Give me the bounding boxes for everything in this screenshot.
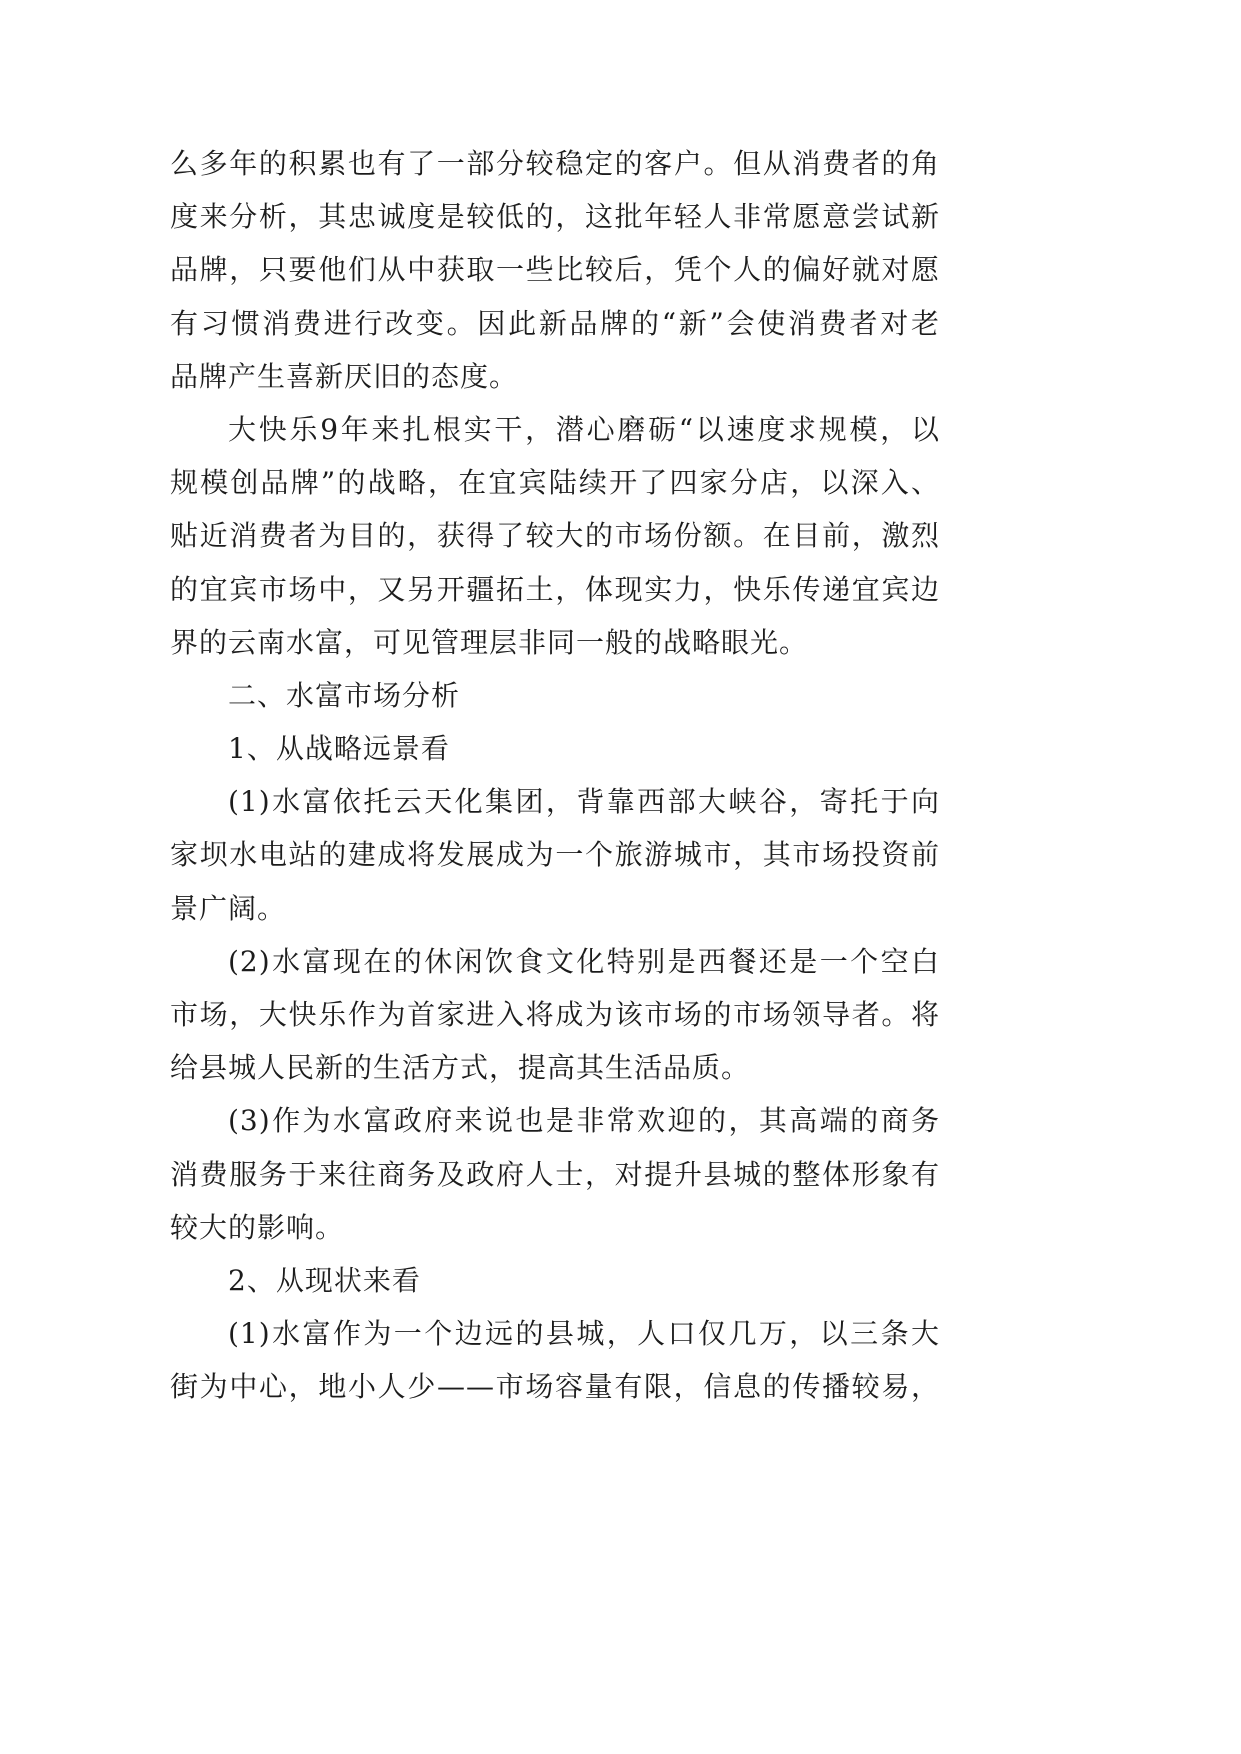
subsection-heading (170, 1254, 940, 1307)
text-line: 有习惯消费进行改变。因此新品牌的“新”会使消费者对老 (170, 306, 940, 340)
paragraph (170, 137, 940, 403)
text-line: 度来分析，其忠诚度是较低的，这批年轻人非常愿意尝试新 (170, 200, 940, 234)
text-line: 景广阔。 (170, 891, 287, 925)
paragraph (170, 403, 940, 669)
paragraph (170, 935, 940, 1095)
text-line: (2)水富现在的休闲饮食文化特别是西餐还是一个空白 (228, 944, 940, 978)
text-line: 大快乐9年来扎根实干，潜心磨砺“以速度求规模，以 (228, 412, 940, 446)
subsection-heading (170, 722, 940, 775)
text-line: 品牌产生喜新厌旧的态度。 (170, 359, 519, 393)
text-line: 么多年的积累也有了一部分较稳定的客户。但从消费者的角 (170, 147, 940, 180)
section-heading (170, 669, 940, 722)
text-line: (1)水富作为一个边远的县城，人口仅几万，以三条大 (228, 1317, 940, 1351)
text-line: 规模创品牌”的战略，在宜宾陆续开了四家分店，以深入、 (170, 466, 940, 500)
text-line: 较大的影响。 (170, 1210, 345, 1244)
paragraph (170, 1094, 940, 1254)
text-line: 消费服务于来往商务及政府人士，对提升县城的整体形象有 (170, 1157, 940, 1191)
text-line: 的宜宾市场中，又另开疆拓土，体现实力，快乐传递宜宾边 (170, 572, 940, 606)
heading-text: 二、水富市场分析 (228, 678, 461, 712)
text-line: 品牌，只要他们从中获取一些比较后，凭个人的偏好就对愿 (170, 253, 940, 287)
text-line: 贴近消费者为目的，获得了较大的市场份额。在目前，激烈 (170, 519, 940, 553)
heading-text: 1、从战略远景看 (228, 732, 450, 766)
text-line: 街为中心，地小人少——市场容量有限，信息的传播较易， (170, 1370, 940, 1404)
paragraph (170, 775, 940, 935)
heading-text: 2、从现状来看 (228, 1263, 421, 1297)
text-line: (3)作为水富政府来说也是非常欢迎的，其高端的商务 (228, 1104, 940, 1138)
text-line: 给县城人民新的生活方式，提高其生活品质。 (170, 1051, 751, 1085)
text-line: 市场，大快乐作为首家进入将成为该市场的市场领导者。将 (170, 998, 940, 1031)
text-line: 家坝水电站的建成将发展成为一个旅游城市，其市场投资前 (170, 838, 940, 872)
body-text (170, 137, 940, 1414)
text-line: 界的云南水富，可见管理层非同一般的战略眼光。 (170, 625, 809, 659)
paragraph (170, 1307, 940, 1413)
text-line: (1)水富依托云天化集团，背靠西部大峡谷，寄托于向 (228, 785, 940, 819)
